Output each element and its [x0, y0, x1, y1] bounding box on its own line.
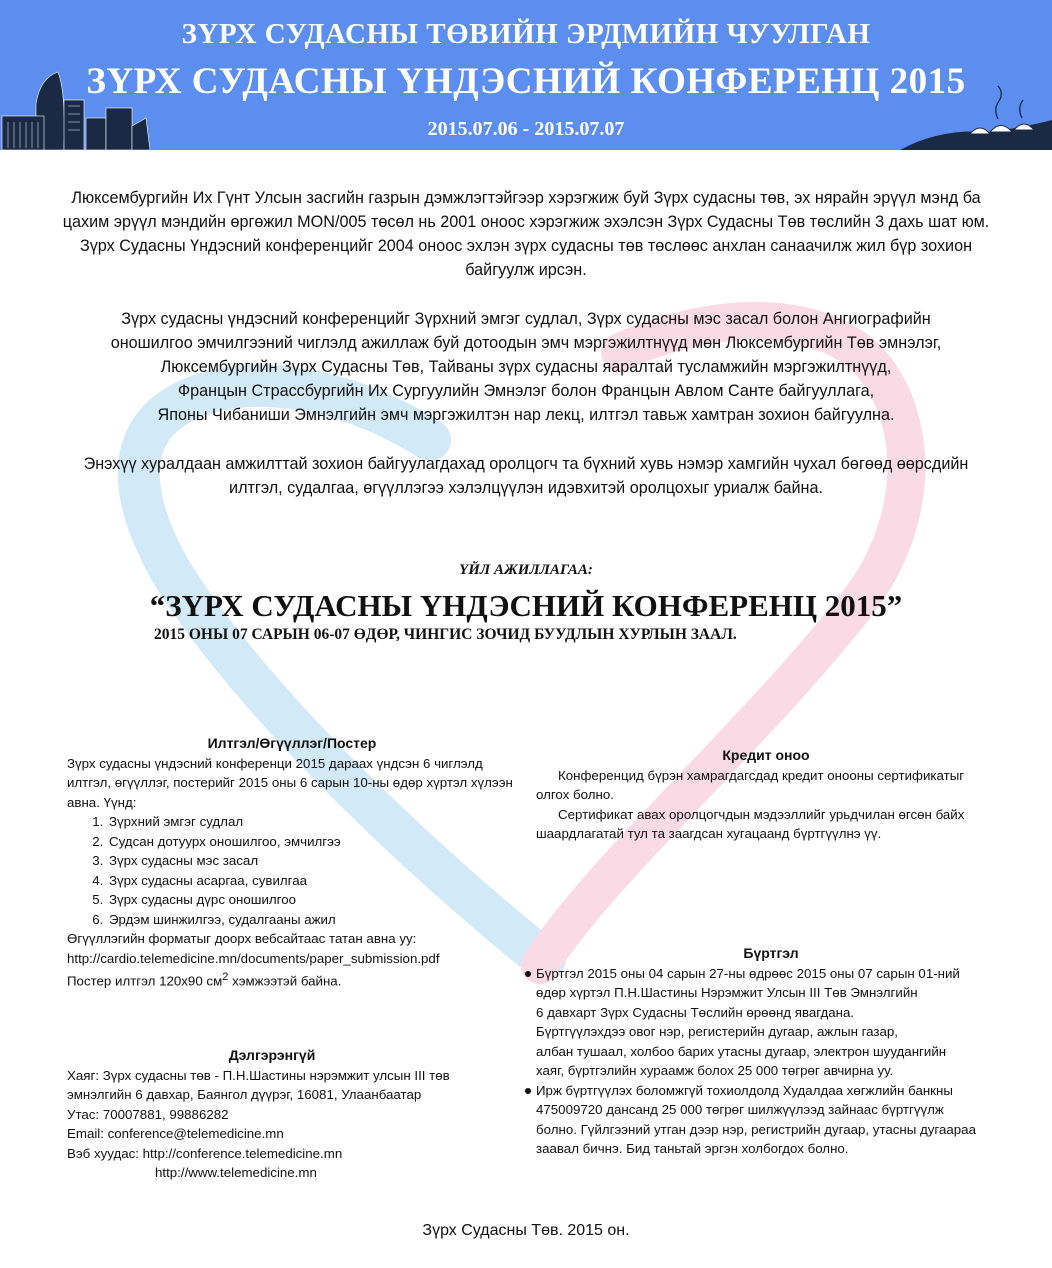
intro-paragraph-1: Люксембургийн Их Гүнт Улсын засгийн газрын дэмжлэгтэйгээр хэрэгжиж буй Зүрх судасны төв, эх нярайн эрүүл мэнд ба цахим эрүүл мэндийн өргөжил MON/005 төсөл нь 2001 оноос хэрэгжиж эхэлсэн Зүрх Судасны Төв төслийн 3 дахь шат юм. Зүрх Судасны Үндэсний конференцийг 2004 оноос эхлэн зүрх судасны төв төслөөс анхлан санаачилж жил бүр зохион байгуулж ирсэн.: [62, 189, 990, 279]
reg-line: Ирж бүртгүүлэх боломжгүй тохиолдолд Худалдаа хөгжлийн банкны: [536, 1082, 953, 1098]
intro-line: Зүрх судасны үндэсний конференцийг Зүрхний эмгэг судлал, Зүрх судасны мэс засал болон Ангиографийн: [121, 310, 931, 328]
reg-line: 6 давхарт Зүрх Судасны Төслийн өрөөнд явагдана.: [536, 1004, 855, 1020]
intro-line: Францын Страссбургийн Их Сургуулийн Эмнэлэг болон Францын Авлом Санте байгууллага,: [177, 382, 875, 400]
poster-note-sup: 2: [222, 971, 229, 983]
activity-title: “ЗҮРХ СУДАСНЫ ҮНДЭСНИЙ КОНФЕРЕНЦ 2015”: [149, 588, 903, 623]
intro-line: оношилгоо эмчилгээний чиглэлд ажиллаж буй дотоодын эмч мэргэжилтнүүд мөн Люксембургийн Төв эмнэлэг,: [110, 334, 942, 352]
intro-paragraph-3: Энэхүү хуралдаан амжилттай зохион байгуулагдахад оролцогч та бүхний хувь нэмэр хамгийн чухал бөгөөд өөрсдийн илтгэл, судалгаа, өгүүллэгээ хэлэлцүүлэн идэвхитэй оролцохыг уриалж байна.: [83, 455, 969, 497]
topic-item: 2. Судсан дотуурх оношилгоо, эмчилгээ: [107, 832, 517, 852]
banner-title: ЗҮРХ СУДАСНЫ ҮНДЭСНИЙ КОНФЕРЕНЦ 2015: [86, 61, 966, 102]
reg-line: хаяг, бүртгэлийн хураамж болох 25 000 төгрөг авчирна уу.: [536, 1063, 894, 1078]
topic-item: 1. Зүрхний эмгэг судлал: [107, 812, 517, 832]
poster-note-text: Постер илтгэл 120x90 см: [67, 973, 223, 989]
format-url-link[interactable]: http://cardio.telemedicine.mn/documents/paper_submission.pdf: [67, 950, 440, 966]
details-email[interactable]: Email: conference@telemedicine.mn: [67, 1126, 284, 1141]
activity-label: ҮЙЛ АЖИЛЛАГАА:: [459, 562, 593, 578]
registration-title: Бүртгэл: [743, 945, 799, 961]
details-website[interactable]: Вэб хуудас: http://conference.telemedicine.mn: [67, 1145, 343, 1161]
reg-line: өдөр хүртэл П.Н.Шастины Нэрэмжит Улсын III Төв Эмнэлгийн: [536, 985, 918, 1000]
credit-title: Кредит оноо: [722, 747, 810, 763]
credit-section: [536, 746, 996, 844]
intro-line: Японы Чибаниши Эмнэлгийн эмч мэргэжилтэн нар лекц, илтгэл тавьж хамтран зохион байгуулна.: [157, 406, 895, 424]
papers-intro: Зүрх судасны үндэсний конференци 2015 дараах үндсэн 6 чиглэлд илтгэл, өгүүллэг, постерийг 2015 оны 6 сарын 10-ны өдөр хүртэл хүлээн авна. Үүнд:: [67, 755, 513, 810]
topic-item: 6. Эрдэм шинжилгээ, судалгааны ажил: [107, 910, 517, 930]
credit-paragraph-1: Конференцид бүрэн хамрагдагсдад кредит онооны сертификатыг олгох болно.: [536, 767, 965, 802]
topics-list: [67, 812, 517, 929]
registration-item-1: [536, 964, 1006, 1081]
topic-item: 4. Зүрх судасны асаргаа, сувилгаа: [107, 871, 517, 891]
reg-line: Бүртгүүлэхдээ овог нэр, регистерийн дугаар, ажлын газар,: [536, 1024, 898, 1039]
reg-line: албан тушаал, холбоо барих утасны дугаар, электрон шуудангийн: [536, 1043, 947, 1059]
footer-text: Зүрх Судасны Төв. 2015 он.: [422, 1222, 630, 1239]
poster-note-text-end: хэмжээтэй байна.: [228, 973, 342, 989]
activity-subtitle: 2015 ОНЫ 07 САРЫН 06-07 ӨДӨР, ЧИНГИС ЗОЧИД БУУДЛЫН ХУРЛЫН ЗААЛ.: [154, 626, 737, 643]
details-website-2[interactable]: http://www.telemedicine.mn: [155, 1165, 317, 1180]
intro-paragraph-2: [60, 307, 992, 427]
registration-section: [536, 944, 1006, 1159]
details-phone: Утас: 70007881, 99886282: [67, 1106, 229, 1122]
papers-title: Илтгэл/Өгүүллэг/Постер: [207, 735, 377, 751]
details-title: Дэлгэрэнгүй: [228, 1047, 316, 1063]
format-note: Өгүүллэгийн форматыг доорх вебсайтаас татан авна уу:: [67, 931, 417, 946]
topic-item: 3. Зүрх судасны мэс засал: [107, 851, 517, 871]
poster-note: [67, 968, 517, 991]
details-address: Хаяг: Зүрх судасны төв - П.Н.Шастины нэрэмжит улсын III төв эмнэлгийн 6 давхар, Баянгол дүүрэг, 16081, Улаанбаатар: [67, 1067, 450, 1102]
registration-item-2: [536, 1081, 1006, 1159]
reg-line: болно. Гүйлгээний утган дээр нэр, регистрийн дугаар, утасны дугаараа: [536, 1121, 976, 1137]
papers-section: [67, 734, 517, 991]
topic-item: 5. Зүрх судасны дүрс оношилгоо: [107, 890, 517, 910]
reg-line: Бүртгэл 2015 оны 04 сарын 27-ны өдрөөс 2015 оны 07 сарын 01-ний: [536, 965, 960, 981]
banner-subtitle: ЗҮРХ СУДАСНЫ ТӨВИЙН ЭРДМИЙН ЧУУЛГАН: [181, 18, 871, 50]
intro-line: Люксембургийн Зүрх Судасны Төв, Тайваны зүрх судасны яаралтай тусламжийн мэргэжилтнүүд,: [160, 358, 892, 376]
credit-paragraph-2: Сертификат авах оролцогчдын мэдээллийг урьдчилан өгсөн байх шаардлагатай тул та заагдсан хугацаанд бүртгүүлнэ үү.: [536, 806, 965, 841]
banner-dates: 2015.07.06 - 2015.07.07: [427, 118, 625, 140]
reg-line: заавал бичнэ. Бид таньтай эргэн холбогдох болно.: [536, 1141, 849, 1156]
details-section: [67, 1046, 477, 1183]
reg-line: 475009720 дансанд 25 000 төгрөг шилжүүлээд зайнаас бүртгүүлж: [536, 1102, 944, 1117]
registration-list: [536, 964, 1006, 1159]
